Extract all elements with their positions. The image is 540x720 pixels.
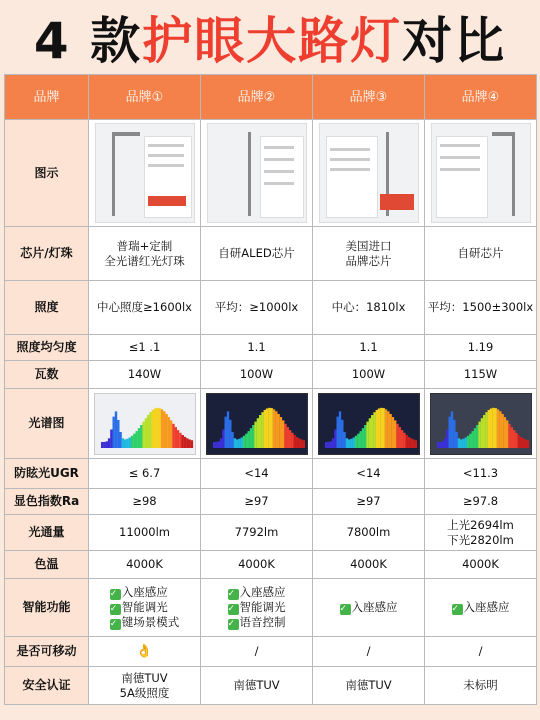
spectrum-bar	[387, 411, 389, 448]
smart-2-item: 入座感应	[239, 585, 286, 599]
spectrum-bar	[359, 431, 361, 448]
spectrum-bar	[366, 421, 368, 447]
spectrum-bar	[279, 417, 281, 448]
row-illum	[5, 281, 537, 335]
spectrum-bar	[382, 408, 384, 448]
title-part2: 护眼大路灯	[142, 12, 403, 70]
spectrum-bar	[174, 427, 176, 448]
spectrum-bar	[149, 412, 151, 448]
spectrum-bar	[190, 440, 192, 448]
smart-2-item: 语音控制	[239, 615, 286, 629]
spectrum-bar	[156, 407, 158, 447]
spectrum-bar	[448, 416, 450, 447]
check-icon: ✓	[110, 619, 121, 630]
spectrum-bar	[466, 435, 468, 447]
chip-3: 美国进口 品牌芯片	[313, 227, 425, 281]
header-row	[5, 75, 537, 120]
smart-3-item: 入座感应	[351, 600, 398, 614]
spectrum-bar	[405, 435, 407, 448]
illum-4: 平均：1500±300lx	[425, 281, 537, 335]
spectrum-bar	[441, 441, 443, 448]
row-cert	[5, 667, 537, 705]
check-icon: ✓	[340, 604, 351, 615]
spectrum-bar	[403, 432, 405, 447]
power-4: 115W	[425, 361, 537, 389]
spectrum-bar	[153, 408, 155, 448]
spectrum-bar	[275, 411, 277, 448]
spectrum-bar	[478, 421, 480, 447]
spectrum-bar	[186, 438, 188, 448]
ugr-4: <11.3	[425, 459, 537, 489]
flux-1: 11000lm	[89, 515, 201, 551]
spectrum-bar	[259, 415, 261, 448]
cert-1: 南德TUV 5A级照度	[89, 667, 201, 705]
spectrum-bar	[224, 416, 226, 447]
spectrum-bar	[105, 441, 107, 448]
spectrum-bar	[298, 438, 300, 448]
title-part1: 4 款	[33, 12, 143, 70]
cct-4: 4000K	[425, 551, 537, 579]
spectrum-bar	[133, 433, 135, 447]
row-label-ra: 显色指数Ra	[5, 489, 89, 515]
chip-4: 自研芯片	[425, 227, 537, 281]
spectrum-bar	[522, 438, 524, 448]
spectrum-bar	[112, 416, 114, 447]
spectrum-bar	[460, 439, 462, 448]
uniform-2: 1.1	[201, 335, 313, 361]
spectrum-bar	[110, 429, 112, 447]
spectrum-bar	[217, 441, 219, 448]
spectrum-bar	[147, 415, 149, 448]
ra-1: ≥98	[89, 489, 201, 515]
spectrum-bar	[384, 409, 386, 448]
product-image-1	[95, 123, 195, 223]
spectrum-bar	[247, 431, 249, 448]
ra-4: ≥97.8	[425, 489, 537, 515]
spectrum-bar	[373, 412, 375, 448]
spectrum-bar	[213, 441, 215, 447]
spectrum-bar	[226, 411, 228, 448]
chip-1: 普瑞+定制 全光谱红光灯珠	[89, 227, 201, 281]
ugr-3: <14	[313, 459, 425, 489]
row-cct	[5, 551, 537, 579]
spectrum-bar	[327, 441, 329, 447]
spectrum-bar	[489, 408, 491, 448]
spectrum-bar	[119, 432, 121, 448]
spectrum-bar	[331, 438, 333, 448]
spectrum-bar	[396, 423, 398, 447]
product-image-4	[431, 123, 531, 223]
spectrum-bar	[291, 432, 293, 447]
spectrum-bar	[407, 436, 409, 447]
spectrum-bar	[325, 441, 327, 447]
spectrum-bar	[215, 441, 217, 447]
spectrum-bar	[476, 425, 478, 448]
flux-2: 7792lm	[201, 515, 313, 551]
spectrum-bar	[368, 418, 370, 448]
spectrum-image-1	[94, 393, 196, 455]
spectrum-bar	[496, 409, 498, 448]
spectrum-bar	[400, 430, 402, 448]
row-label-spectrum: 光谱图	[5, 389, 89, 459]
spectrum-bar	[338, 411, 340, 448]
cert-3: 南德TUV	[313, 667, 425, 705]
spectrum-bar	[176, 430, 178, 448]
check-icon: ✓	[228, 604, 239, 615]
spectrum-bar	[348, 439, 350, 448]
spectrum-bar	[277, 413, 279, 447]
product-image-2	[207, 123, 307, 223]
row-label-ugr: 防眩光UGR	[5, 459, 89, 489]
row-label-illum: 照度	[5, 281, 89, 335]
spectrum-bar	[336, 416, 338, 447]
row-label-cert: 安全认证	[5, 667, 89, 705]
movable-3: /	[313, 637, 425, 667]
power-1: 140W	[89, 361, 201, 389]
spectrum-bar	[398, 427, 400, 448]
spectrum-bar	[144, 418, 146, 448]
spectrum-bar	[345, 438, 347, 448]
spectrum-bar	[272, 409, 274, 448]
spectrum-bar	[352, 437, 354, 448]
flux-3: 7800lm	[313, 515, 425, 551]
spectrum-bar	[473, 428, 475, 448]
spectrum-bar	[439, 441, 441, 447]
row-power	[5, 361, 537, 389]
spectrum-bar	[462, 438, 464, 447]
spectrum-bar	[295, 436, 297, 447]
illum-2: 平均：≥1000lx	[201, 281, 313, 335]
spectrum-bar	[236, 439, 238, 448]
spectrum-bar	[172, 423, 174, 447]
spectrum-bar	[361, 428, 363, 448]
spectrum-bar	[151, 409, 153, 447]
spectrum-bar	[179, 432, 181, 447]
row-label-cct: 色温	[5, 551, 89, 579]
spectrum-bar	[471, 431, 473, 448]
row-chip	[5, 227, 537, 281]
spectrum-bar	[350, 438, 352, 447]
cct-1: 4000K	[89, 551, 201, 579]
spectrum-bar	[160, 409, 162, 448]
row-movable	[5, 637, 537, 667]
spectrum-bar	[270, 408, 272, 448]
header-brand-4: 品牌④	[425, 75, 537, 120]
smart-1-item: 键场景模式	[121, 615, 180, 629]
movable-4: /	[425, 637, 537, 667]
row-label-power: 瓦数	[5, 361, 89, 389]
row-smart	[5, 579, 537, 637]
spectrum-image-3	[318, 393, 420, 455]
spectrum-bar	[517, 435, 519, 448]
spectrum-bar	[483, 415, 485, 448]
check-icon: ✓	[110, 604, 121, 615]
smart-3	[313, 579, 425, 637]
spectrum-image-4	[430, 393, 532, 455]
spectrum-bar	[107, 438, 109, 448]
spectrum-bar	[263, 409, 265, 447]
spectrum-bar	[238, 438, 240, 447]
spectrum-bar	[485, 412, 487, 448]
spectrum-bar	[508, 423, 510, 447]
illum-1: 中心照度≥1600lx	[89, 281, 201, 335]
spectrum-bar	[510, 427, 512, 448]
movable-1: 👌	[89, 637, 201, 667]
spectrum-bar	[135, 431, 137, 448]
spectrum-bar	[124, 439, 126, 448]
spectrum-bar	[480, 418, 482, 448]
smart-4-item: 入座感应	[463, 600, 510, 614]
spectrum-bar	[410, 438, 412, 448]
row-label-image: 图示	[5, 120, 89, 227]
flux-4: 上光2694lm 下光2820lm	[425, 515, 537, 551]
spectrum-bar	[437, 441, 439, 447]
spectrum-bar	[282, 420, 284, 448]
smart-1	[89, 579, 201, 637]
smart-2-item: 智能调光	[239, 600, 286, 614]
spectrum-bar	[506, 420, 508, 448]
spectrum-bar	[487, 409, 489, 447]
spectrum-bar	[222, 429, 224, 447]
header-brand-1: 品牌①	[89, 75, 201, 120]
smart-1-item: 入座感应	[121, 585, 168, 599]
spectrum-bar	[249, 428, 251, 448]
spectrum-bar	[354, 435, 356, 447]
row-label-flux: 光通量	[5, 515, 89, 551]
spectrum-bar	[380, 407, 382, 447]
cct-3: 4000K	[313, 551, 425, 579]
spectrum-bar	[142, 421, 144, 447]
power-3: 100W	[313, 361, 425, 389]
spectrum-bar	[114, 411, 116, 448]
spectrum-bar	[300, 439, 302, 448]
ugr-1: ≤ 6.7	[89, 459, 201, 489]
spectrum-bar	[240, 437, 242, 448]
spectrum-bar	[501, 413, 503, 447]
page-title	[0, 0, 540, 74]
spectrum-bar	[261, 412, 263, 448]
spectrum-bar	[293, 435, 295, 448]
spectrum-bar	[170, 420, 172, 448]
spectrum-bar	[268, 407, 270, 447]
spectrum-bar	[394, 420, 396, 448]
spectrum-bar	[103, 441, 105, 447]
spectrum-bar	[302, 440, 304, 448]
ra-3: ≥97	[313, 489, 425, 515]
spectrum-bar	[414, 440, 416, 448]
row-flux	[5, 515, 537, 551]
header-brand-3: 品牌③	[313, 75, 425, 120]
spectrum-bar	[499, 411, 501, 448]
check-icon: ✓	[110, 589, 121, 600]
title-part3: 对比	[402, 12, 507, 70]
cert-4: 未标明	[425, 667, 537, 705]
spectrum-bar	[252, 425, 254, 448]
row-label-uniform: 照度均匀度	[5, 335, 89, 361]
spectrum-bar	[341, 419, 343, 447]
spectrum-bar	[391, 417, 393, 448]
spectrum-bar	[389, 413, 391, 447]
spectrum-bar	[443, 438, 445, 448]
check-icon: ✓	[228, 589, 239, 600]
comparison-table	[4, 74, 537, 705]
spectrum-bar	[464, 437, 466, 448]
spectrum-bar	[329, 441, 331, 448]
product-image-3	[319, 123, 419, 223]
spectrum-bar	[256, 418, 258, 448]
check-icon: ✓	[452, 604, 463, 615]
spectrum-bar	[357, 433, 359, 447]
spectrum-bar	[140, 425, 142, 448]
header-brand: 品牌	[5, 75, 89, 120]
spectrum-bar	[494, 408, 496, 448]
movable-2: /	[201, 637, 313, 667]
uniform-1: ≤1 .1	[89, 335, 201, 361]
spectrum-bar	[188, 439, 190, 448]
spectrum-bar	[121, 438, 123, 448]
smart-4	[425, 579, 537, 637]
row-uniform	[5, 335, 537, 361]
spectrum-bar	[183, 436, 185, 447]
spectrum-bar	[469, 433, 471, 447]
row-ugr	[5, 459, 537, 489]
spectrum-bar	[158, 408, 160, 448]
spectrum-bar	[526, 440, 528, 448]
row-spectrum	[5, 389, 537, 459]
spectrum-bar	[286, 427, 288, 448]
row-label-movable: 是否可移动	[5, 637, 89, 667]
spectrum-bar	[219, 438, 221, 448]
spectrum-bar	[245, 433, 247, 447]
spectrum-bar	[284, 423, 286, 447]
spectrum-bar	[364, 425, 366, 448]
cert-2: 南德TUV	[201, 667, 313, 705]
spectrum-bar	[377, 408, 379, 448]
smart-1-item: 智能调光	[121, 600, 168, 614]
header-brand-2: 品牌②	[201, 75, 313, 120]
spectrum-bar	[242, 435, 244, 447]
power-2: 100W	[201, 361, 313, 389]
ugr-2: <14	[201, 459, 313, 489]
spectrum-bar	[515, 432, 517, 447]
spectrum-bar	[524, 439, 526, 448]
spectrum-bar	[375, 409, 377, 447]
spectrum-bar	[265, 408, 267, 448]
uniform-3: 1.1	[313, 335, 425, 361]
spectrum-bar	[126, 438, 128, 447]
spectrum-bar	[137, 428, 139, 448]
spectrum-bar	[519, 436, 521, 447]
spectrum-bar	[233, 438, 235, 448]
row-label-smart: 智能功能	[5, 579, 89, 637]
spectrum-bar	[371, 415, 373, 448]
spectrum-bar	[343, 432, 345, 448]
spectrum-bar	[492, 407, 494, 447]
spectrum-bar	[412, 439, 414, 448]
smart-2	[201, 579, 313, 637]
spectrum-bar	[163, 411, 165, 448]
row-label-chip: 芯片/灯珠	[5, 227, 89, 281]
spectrum-bar	[446, 429, 448, 447]
spectrum-bar	[229, 419, 231, 447]
spectrum-image-2	[206, 393, 308, 455]
spectrum-bar	[512, 430, 514, 448]
illum-3: 中心：1810lx	[313, 281, 425, 335]
row-image	[5, 120, 537, 227]
row-ra	[5, 489, 537, 515]
spectrum-bar	[453, 419, 455, 447]
spectrum-bar	[181, 435, 183, 448]
spectrum-bar	[450, 411, 452, 448]
uniform-4: 1.19	[425, 335, 537, 361]
spectrum-bar	[117, 419, 119, 447]
spectrum-bar	[167, 417, 169, 448]
spectrum-bar	[455, 432, 457, 448]
spectrum-bar	[165, 413, 167, 447]
spectrum-bar	[254, 421, 256, 447]
spectrum-bar	[334, 429, 336, 447]
ra-2: ≥97	[201, 489, 313, 515]
spectrum-bar	[130, 435, 132, 447]
spectrum-bar	[231, 432, 233, 448]
spectrum-bar	[503, 417, 505, 448]
spectrum-bar	[128, 437, 130, 448]
spectrum-bar	[288, 430, 290, 448]
chip-2: 自研ALED芯片	[201, 227, 313, 281]
check-icon: ✓	[228, 619, 239, 630]
cct-2: 4000K	[201, 551, 313, 579]
spectrum-bar	[457, 438, 459, 448]
spectrum-bar	[101, 441, 103, 447]
